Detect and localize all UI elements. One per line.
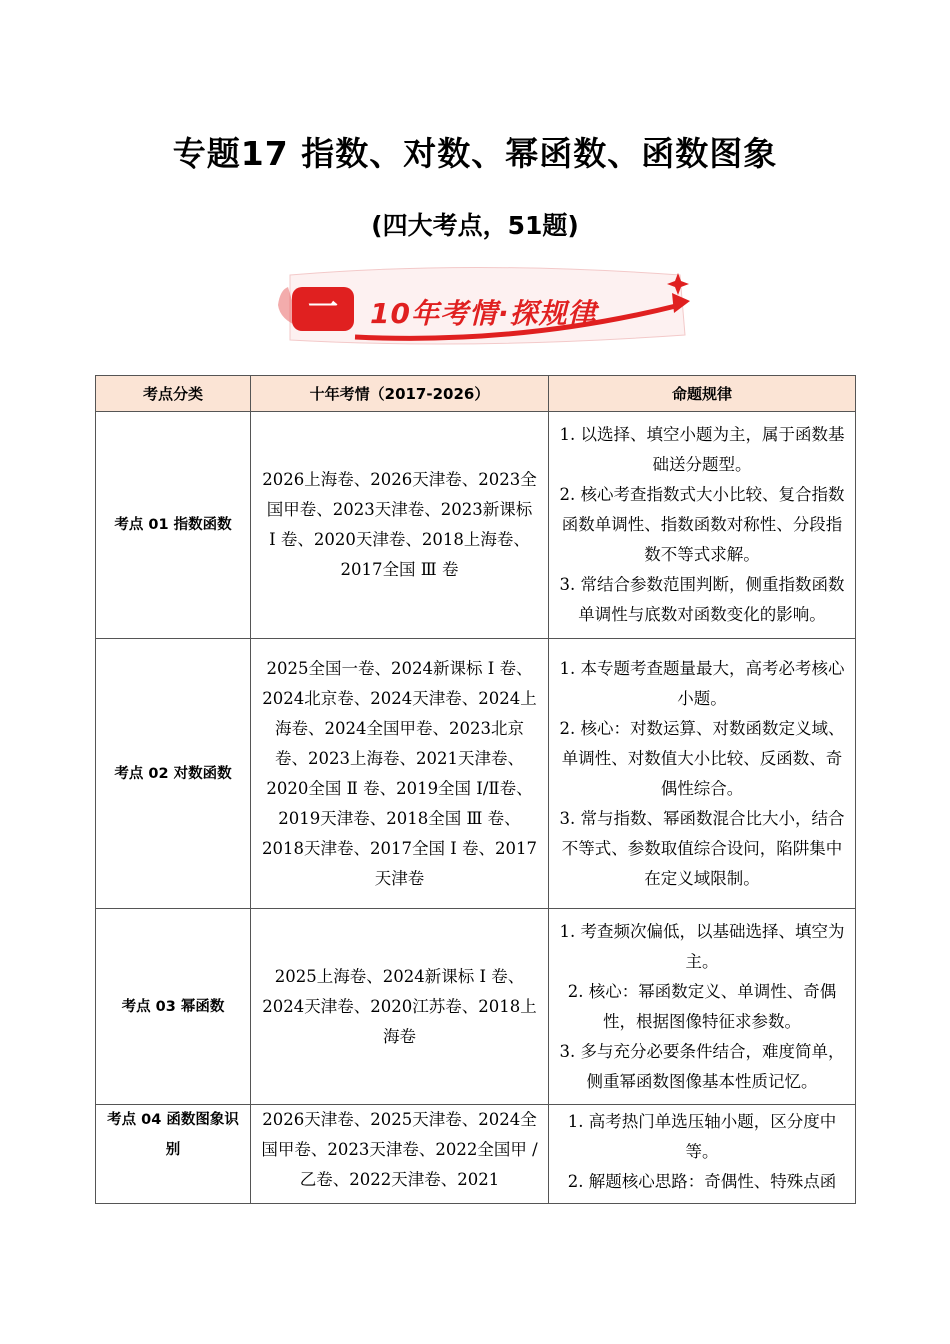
header-category: 考点分类 <box>96 376 251 412</box>
row-rules <box>549 412 856 639</box>
rule-item: 1. 高考热门单选压轴小题，区分度中等。 <box>567 1112 837 1161</box>
row-rules <box>549 1105 856 1204</box>
rule-item: 2. 解题核心思路：奇偶性、特殊点函 <box>567 1172 837 1191</box>
row-rules <box>549 909 856 1105</box>
section-banner <box>270 265 700 355</box>
row-category: 考点 03 幂函数 <box>96 909 251 1105</box>
banner-text: 10年考情·探规律 <box>370 297 597 330</box>
row-years: 2025上海卷、2024新课标 Ⅰ 卷、2024天津卷、2020江苏卷、2018上海卷 <box>251 909 549 1105</box>
rule-item: 1. 本专题考查题量最大，高考必考核心小题。 <box>559 658 845 708</box>
row-rules <box>549 639 856 909</box>
table-header-row <box>96 376 856 412</box>
row-years: 2026天津卷、2025天津卷、2024全国甲卷、2023天津卷、2022全国甲 / 乙卷、2022天津卷、2021 <box>251 1105 549 1204</box>
banner-number: 一 <box>308 290 338 325</box>
summary-table <box>95 375 856 1204</box>
header-rules: 命题规律 <box>549 376 856 412</box>
rule-item: 2. 核心：幂函数定义、单调性、奇偶性，根据图像特征求参数。 <box>567 981 837 1031</box>
rule-item: 3. 多与充分必要条件结合，难度简单，侧重幂函数图像基本性质记忆。 <box>559 1041 845 1091</box>
rule-item: 3. 常与指数、幂函数混合比大小，结合不等式、参数取值综合设问，陷阱集中在定义域限制。 <box>559 808 845 888</box>
table-row <box>96 412 856 639</box>
table-row <box>96 909 856 1105</box>
rule-item: 3. 常结合参数范围判断，侧重指数函数单调性与底数对函数变化的影响。 <box>559 575 845 624</box>
row-years: 2025全国一卷、2024新课标 Ⅰ 卷、2024北京卷、2024天津卷、2024上海卷、2024全国甲卷、2023北京卷、2023上海卷、2021天津卷、2020全国 Ⅱ 卷、2019全国 Ⅰ/Ⅱ卷、2019天津卷、2018全国 Ⅲ 卷、2018天津卷、2017全国 Ⅰ 卷、2017天津卷 <box>251 639 549 909</box>
table-row <box>96 1105 856 1204</box>
table-row <box>96 639 856 909</box>
rule-item: 2. 核心考查指数式大小比较、复合指数函数单调性、指数函数对称性、分段指数不等式求解。 <box>559 485 845 564</box>
row-category: 考点 04 函数图象识别 <box>96 1105 251 1204</box>
header-years: 十年考情（2017-2026） <box>251 376 549 412</box>
row-category: 考点 01 指数函数 <box>96 412 251 639</box>
rule-item: 1. 考查频次偏低，以基础选择、填空为主。 <box>559 921 845 971</box>
rule-item: 2. 核心：对数运算、对数函数定义域、单调性、对数值大小比较、反函数、奇偶性综合。 <box>559 718 845 798</box>
row-years: 2026上海卷、2026天津卷、2023全国甲卷、2023天津卷、2023新课标 Ⅰ 卷、2020天津卷、2018上海卷、2017全国 Ⅲ 卷 <box>251 412 549 639</box>
page-subtitle: (四大考点，51题) <box>371 211 579 240</box>
row-category: 考点 02 对数函数 <box>96 639 251 909</box>
rule-item: 1. 以选择、填空小题为主，属于函数基础送分题型。 <box>559 425 845 474</box>
page-title: 专题17 指数、对数、幂函数、函数图象 <box>172 134 778 173</box>
